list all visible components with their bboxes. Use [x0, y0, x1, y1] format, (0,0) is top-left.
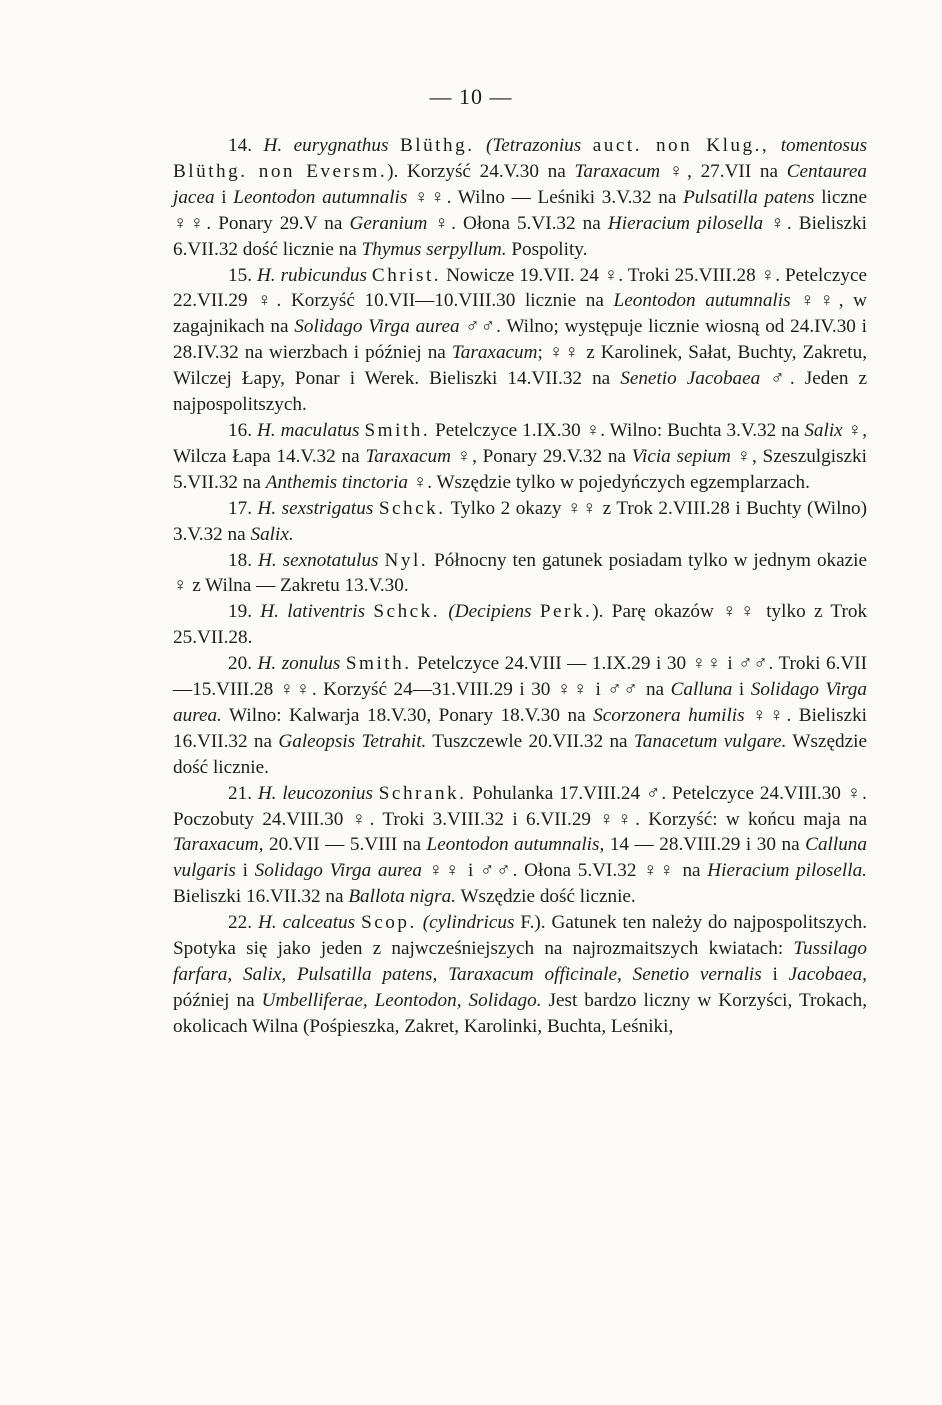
entry-text: ). Korzyść 24.V.30 na: [387, 160, 575, 182]
taxon-name: Galeopsis Tetrahit.: [278, 730, 427, 752]
taxon-name: Hieracium pilosella: [607, 212, 764, 234]
taxon-name: Leontodon autumnalis,: [426, 834, 605, 856]
species-entry-14: [173, 133, 867, 263]
author-name: Schrank.: [378, 782, 467, 804]
species-list: [173, 133, 867, 1040]
entry-text: 14 — 28.VIII.29 i 30 na: [604, 834, 806, 856]
entry-text: [475, 135, 486, 156]
author-name: Blüthg.: [399, 135, 475, 156]
entry-text: i: [235, 860, 255, 882]
species-entry-15: [173, 263, 867, 418]
entry-text: Pohulanka 17.VIII.24 ♂. Petelczyce 24.VIII.30 ♀. Poczobuty 24.VIII.30 ♀. Troki 3.VIII.32 i 6.VII.29 ♀♀. Korzyść: w końcu maja na: [173, 782, 867, 830]
taxon-name: Taraxacum: [451, 342, 538, 364]
taxon-name: H. lativentris: [260, 601, 366, 623]
entry-text: 17.: [228, 497, 258, 519]
taxon-name: Hieracium pilosella.: [707, 860, 867, 882]
entry-text: [769, 135, 780, 156]
entry-text: ♀. Wszędzie tylko w pojedyńczych egzemplarzach.: [408, 471, 810, 493]
entry-text: F.). Gatunek ten należy do najpospolitszych. Spotyka się jako jeden z najwcześniejszych na najrozmaitszych kwiatach:: [173, 912, 868, 960]
entry-text: 16.: [228, 419, 257, 441]
entry-text: [388, 135, 399, 156]
entry-text: Tylko 2 okazy ♀♀ z Trok 2.VIII.28 i Buchty (Wilno) 3.V.32 na: [173, 497, 868, 545]
author-name: Scop.: [361, 912, 417, 934]
species-entry-18: [173, 548, 867, 600]
taxon-name: H. eurygnathus: [263, 135, 389, 156]
entry-text: Północny ten gatunek posiadam tylko w jednym okazie ♀ z Wilna — Zakretu 13.V.30.: [173, 549, 868, 597]
species-entry-21: [173, 781, 867, 911]
taxon-name: Tussilago farfara, Salix, Pulsatilla patens, Taraxacum officinale, Senetio vernalis: [173, 938, 867, 985]
species-entry-19: [173, 599, 867, 651]
entry-text: ♀♀. Bieliszki 16.VII.32 na: [173, 704, 867, 752]
taxon-name: Leontodon autumnalis: [613, 290, 791, 312]
taxon-name: (Decipiens: [448, 601, 532, 623]
author-name: auct. non Klug.,: [592, 135, 770, 156]
entry-text: Petelczyce 24.VIII — 1.IX.29 i 30 ♀♀ i ♂♂. Troki 6.VII—15.VIII.28 ♀♀. Korzyść 24—31.VIII.29 i 30 ♀♀ i ♂♂ na: [173, 653, 867, 701]
taxon-name: Taraxacum: [574, 160, 661, 182]
entry-text: ♀. Ołona 5.VI.32 na: [427, 212, 608, 234]
taxon-name: Calluna: [670, 679, 733, 701]
entry-text: 18.: [228, 549, 258, 571]
entry-text: ♂. Jeden z najpospolitszych.: [173, 368, 867, 416]
author-name: Smith.: [364, 419, 431, 441]
taxon-name: Solidago Virga aurea.: [173, 679, 867, 726]
author-name: Schck.: [378, 497, 446, 519]
entry-text: ♀♀, w zagajnikach na: [173, 290, 868, 338]
author-name: Schck.: [373, 601, 441, 623]
entry-text: Jest bardzo liczny w Korzyści, Trokach, okolicach Wilna (Pośpieszka, Zakret, Karolinki, Buchta, Leśniki,: [173, 989, 868, 1037]
taxon-name: Pulsatilla patens: [683, 186, 815, 208]
entry-text: i: [732, 679, 751, 701]
taxon-name: H. maculatus: [256, 419, 360, 441]
taxon-name: H. zonulus: [257, 653, 341, 675]
entry-text: ♂♂. Wilno; występuje licznie wiosną od 24.IV.30 i 28.IV.32 na wierzbach i później na: [173, 316, 867, 364]
taxon-name: H. calceatus: [257, 912, 356, 934]
taxon-name: Calluna vulgaris: [173, 834, 867, 882]
species-entry-16: [173, 418, 867, 496]
taxon-name: Geranium: [349, 212, 428, 234]
taxon-name: H. rubicundus: [256, 264, 367, 286]
taxon-name: Senetio Jacobaea: [620, 368, 761, 390]
species-entry-17: [173, 496, 867, 548]
entry-text: [532, 601, 540, 622]
entry-text: [581, 135, 592, 156]
entry-text: ♀♀ i ♂♂. Ołona 5.VI.32 ♀♀ na: [421, 860, 708, 882]
entry-text: ♀. Bieliszki 6.VII.32 dość licznie na: [173, 212, 868, 260]
entry-text: Wszędzie dość licznie.: [456, 886, 636, 908]
entry-text: i: [761, 964, 789, 985]
taxon-name: tomentosus: [780, 135, 868, 156]
entry-text: ; ♀♀ z Karolinek, Sałat, Buchty, Zakretu, Wilczej Łapy, Ponar i Werek. Bieliszki 14.VII.32 na: [173, 342, 867, 390]
species-entry-22: [173, 910, 867, 1040]
entry-text: Pospolity.: [506, 238, 588, 260]
entry-text: 20.VII — 5.VIII na: [263, 834, 427, 856]
taxon-name: Umbelliferae, Leontodon, Solidago.: [261, 989, 542, 1011]
taxon-name: Solidago Virga aurea: [254, 860, 422, 882]
entry-text: 21.: [228, 782, 258, 804]
taxon-name: Scorzonera humilis: [593, 704, 745, 726]
entry-text: Wilno: Kalwarja 18.V.30, Ponary 18.V.30 na: [221, 704, 594, 726]
taxon-name: Salix: [804, 419, 843, 441]
entry-text: liczne ♀♀. Ponary 29.V na: [173, 186, 868, 234]
entry-text: Nowicze 19.VII. 24 ♀. Troki 25.VIII.28 ♀. Petelczyce 22.VII.29 ♀. Korzyść 10.VII—10.VIII.30 licznie na: [173, 264, 867, 312]
taxon-name: Leontodon autumnalis: [233, 186, 408, 208]
author-name: Smith.: [345, 653, 412, 675]
taxon-name: Tanacetum vulgare.: [633, 730, 787, 752]
entry-text: Tuszczewle 20.VII.32 na: [426, 730, 634, 752]
taxon-name: Anthemis tinctoria: [265, 471, 409, 493]
entry-text: 14.: [228, 135, 264, 156]
entry-text: ). Parę okazów ♀♀ tylko z Trok 25.VII.28.: [173, 601, 868, 649]
taxon-name: (cylindricus: [422, 912, 515, 934]
author-name: Christ.: [371, 264, 442, 286]
taxon-name: Centaurea jacea: [173, 160, 868, 208]
entry-text: ♀, Wilcza Łapa 14.V.32 na: [173, 419, 868, 467]
entry-text: 19.: [228, 601, 261, 623]
taxon-name: H. leucozonius: [257, 782, 373, 804]
author-name: Nyl.: [384, 549, 429, 571]
entry-text: ♀♀. Wilno — Leśniki 3.V.32 na: [407, 186, 684, 208]
entry-text: ♀, Szeszulgiszki 5.VII.32 na: [173, 445, 867, 493]
taxon-name: Salix.: [250, 523, 294, 545]
taxon-name: Jacobaea,: [788, 964, 867, 985]
entry-text: Petelczyce 1.IX.30 ♀. Wilno: Buchta 3.V.32 na: [430, 419, 805, 441]
taxon-name: Solidago Virga aurea: [294, 316, 460, 338]
taxon-name: Ballota nigra.: [348, 886, 456, 908]
page-number: — 10 —: [429, 84, 513, 109]
taxon-name: Taraxacum: [365, 445, 451, 467]
author-name: Perk.: [539, 601, 593, 623]
entry-text: ♀, 27.VII na: [660, 160, 787, 182]
taxon-name: (Tetrazonius: [485, 135, 582, 156]
entry-text: 22.: [228, 912, 258, 934]
entry-text: 15.: [228, 264, 257, 286]
taxon-name: Thymus serpyllum.: [361, 238, 507, 260]
taxon-name: Vicia sepium: [631, 445, 731, 467]
taxon-name: Taraxacum,: [173, 834, 264, 856]
entry-text: ♀, Ponary 29.V.32 na: [451, 445, 632, 467]
entry-text: i: [214, 186, 234, 208]
entry-text: później na: [173, 989, 262, 1011]
entry-text: 20.: [228, 653, 258, 675]
taxon-name: H. sexnotatulus: [257, 549, 379, 571]
taxon-name: H. sexstrigatus: [257, 497, 374, 519]
entry-text: Wszędzie dość licznie.: [173, 730, 867, 778]
species-entry-20: [173, 651, 867, 781]
entry-text: Bieliszki 16.VII.32 na: [173, 886, 349, 908]
author-name: Blüthg. non Eversm.: [173, 160, 388, 182]
